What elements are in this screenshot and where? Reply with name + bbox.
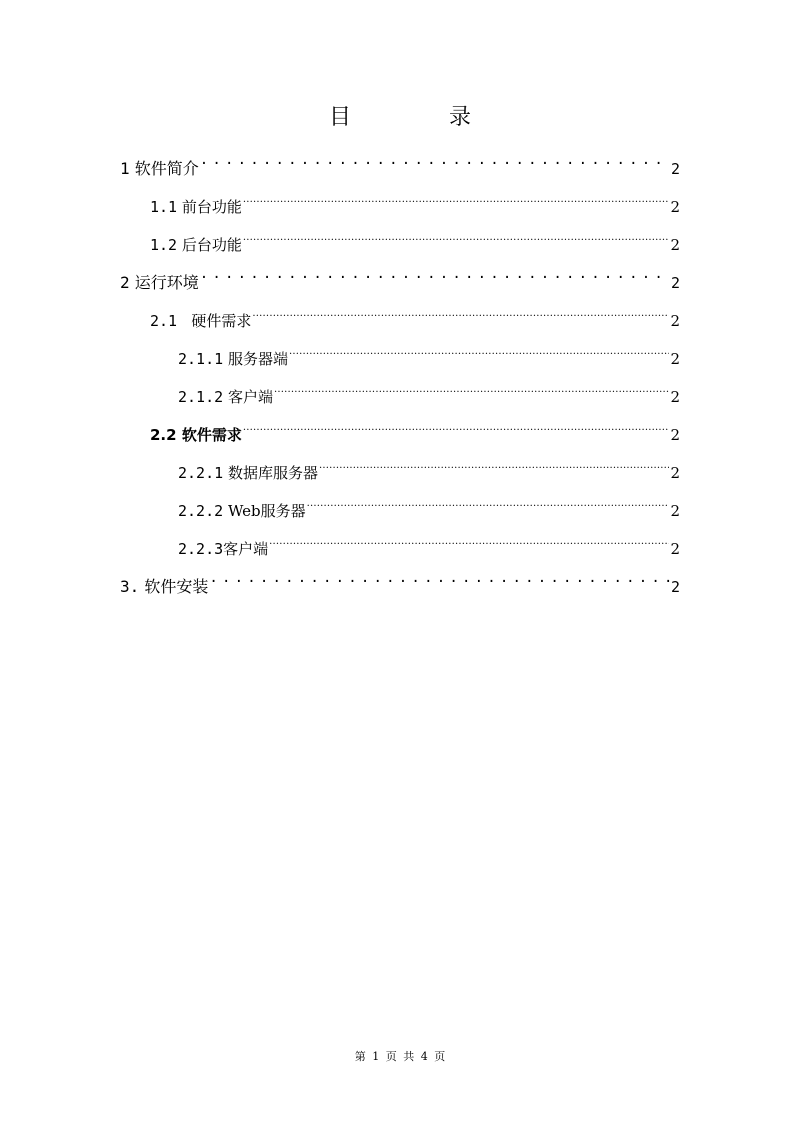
toc-dot-leader <box>200 258 670 288</box>
toc-entry-label: 2.1.1 服务器端 <box>178 350 288 368</box>
toc-entry-2-1-2[interactable] <box>178 372 680 406</box>
toc-entry-2-2-2[interactable] <box>178 486 680 520</box>
toc-entry-label: 2.1.2 客户端 <box>178 388 273 406</box>
toc-entry-2-1[interactable] <box>150 296 680 330</box>
toc-entry-2-2-3[interactable] <box>178 524 680 558</box>
toc-dot-leader <box>252 296 669 326</box>
toc-entry-3[interactable] <box>120 562 680 596</box>
toc-entry-label: 1.1 前台功能 <box>150 198 242 216</box>
toc-page-number: 2 <box>670 502 680 520</box>
toc-entry-label: 1 软件简介 <box>120 159 199 178</box>
toc-page-number: 2 <box>670 274 680 292</box>
toc-dot-leader <box>307 486 670 516</box>
toc-entry-label: 2.2.1 数据库服务器 <box>178 464 318 482</box>
toc-page-number: 2 <box>670 312 680 330</box>
toc-entry-1[interactable] <box>120 144 680 178</box>
toc-title: 目 录 <box>328 105 509 130</box>
toc-entry-2-1-1[interactable] <box>178 334 680 368</box>
toc-page-number: 2 <box>670 236 680 254</box>
toc-dot-leader <box>209 562 670 592</box>
toc-page-number: 2 <box>670 198 680 216</box>
toc-page-number: 2 <box>670 464 680 482</box>
toc-entry-label: 2.2.3客户端 <box>178 540 269 558</box>
toc-entry-label: 2.2 软件需求 <box>150 426 242 444</box>
toc-entry-label: 2.2.2 Web服务器 <box>178 502 306 520</box>
toc-dot-leader <box>243 220 670 250</box>
toc-entry-1-2[interactable] <box>150 220 680 254</box>
toc-dot-leader <box>274 372 670 402</box>
toc-dot-leader <box>319 448 670 478</box>
toc-entry-label: 3. 软件安装 <box>120 577 209 596</box>
toc-page-number: 2 <box>670 388 680 406</box>
toc-page-number: 2 <box>670 160 680 178</box>
toc-dot-leader <box>269 524 669 554</box>
toc-page-number: 2 <box>670 540 680 558</box>
toc-entry-2-2[interactable] <box>150 410 680 444</box>
toc-entry-label: 2 运行环境 <box>120 273 199 292</box>
toc-entry-2[interactable] <box>120 258 680 292</box>
toc-entry-1-1[interactable] <box>150 182 680 216</box>
toc-page-number: 2 <box>670 350 680 368</box>
toc-dot-leader <box>200 144 670 174</box>
toc-dot-leader <box>243 410 670 440</box>
page-footer: 第 1 页 共 4 页 <box>354 1050 446 1063</box>
toc-dot-leader <box>289 334 670 364</box>
toc-entry-2-2-1[interactable] <box>178 448 680 482</box>
toc-page-number: 2 <box>670 426 680 444</box>
toc-entry-label: 1.2 后台功能 <box>150 236 242 254</box>
toc-entry-label: 2.1 硬件需求 <box>150 312 252 330</box>
toc-page-number: 2 <box>670 578 680 596</box>
toc-dot-leader <box>243 182 670 212</box>
